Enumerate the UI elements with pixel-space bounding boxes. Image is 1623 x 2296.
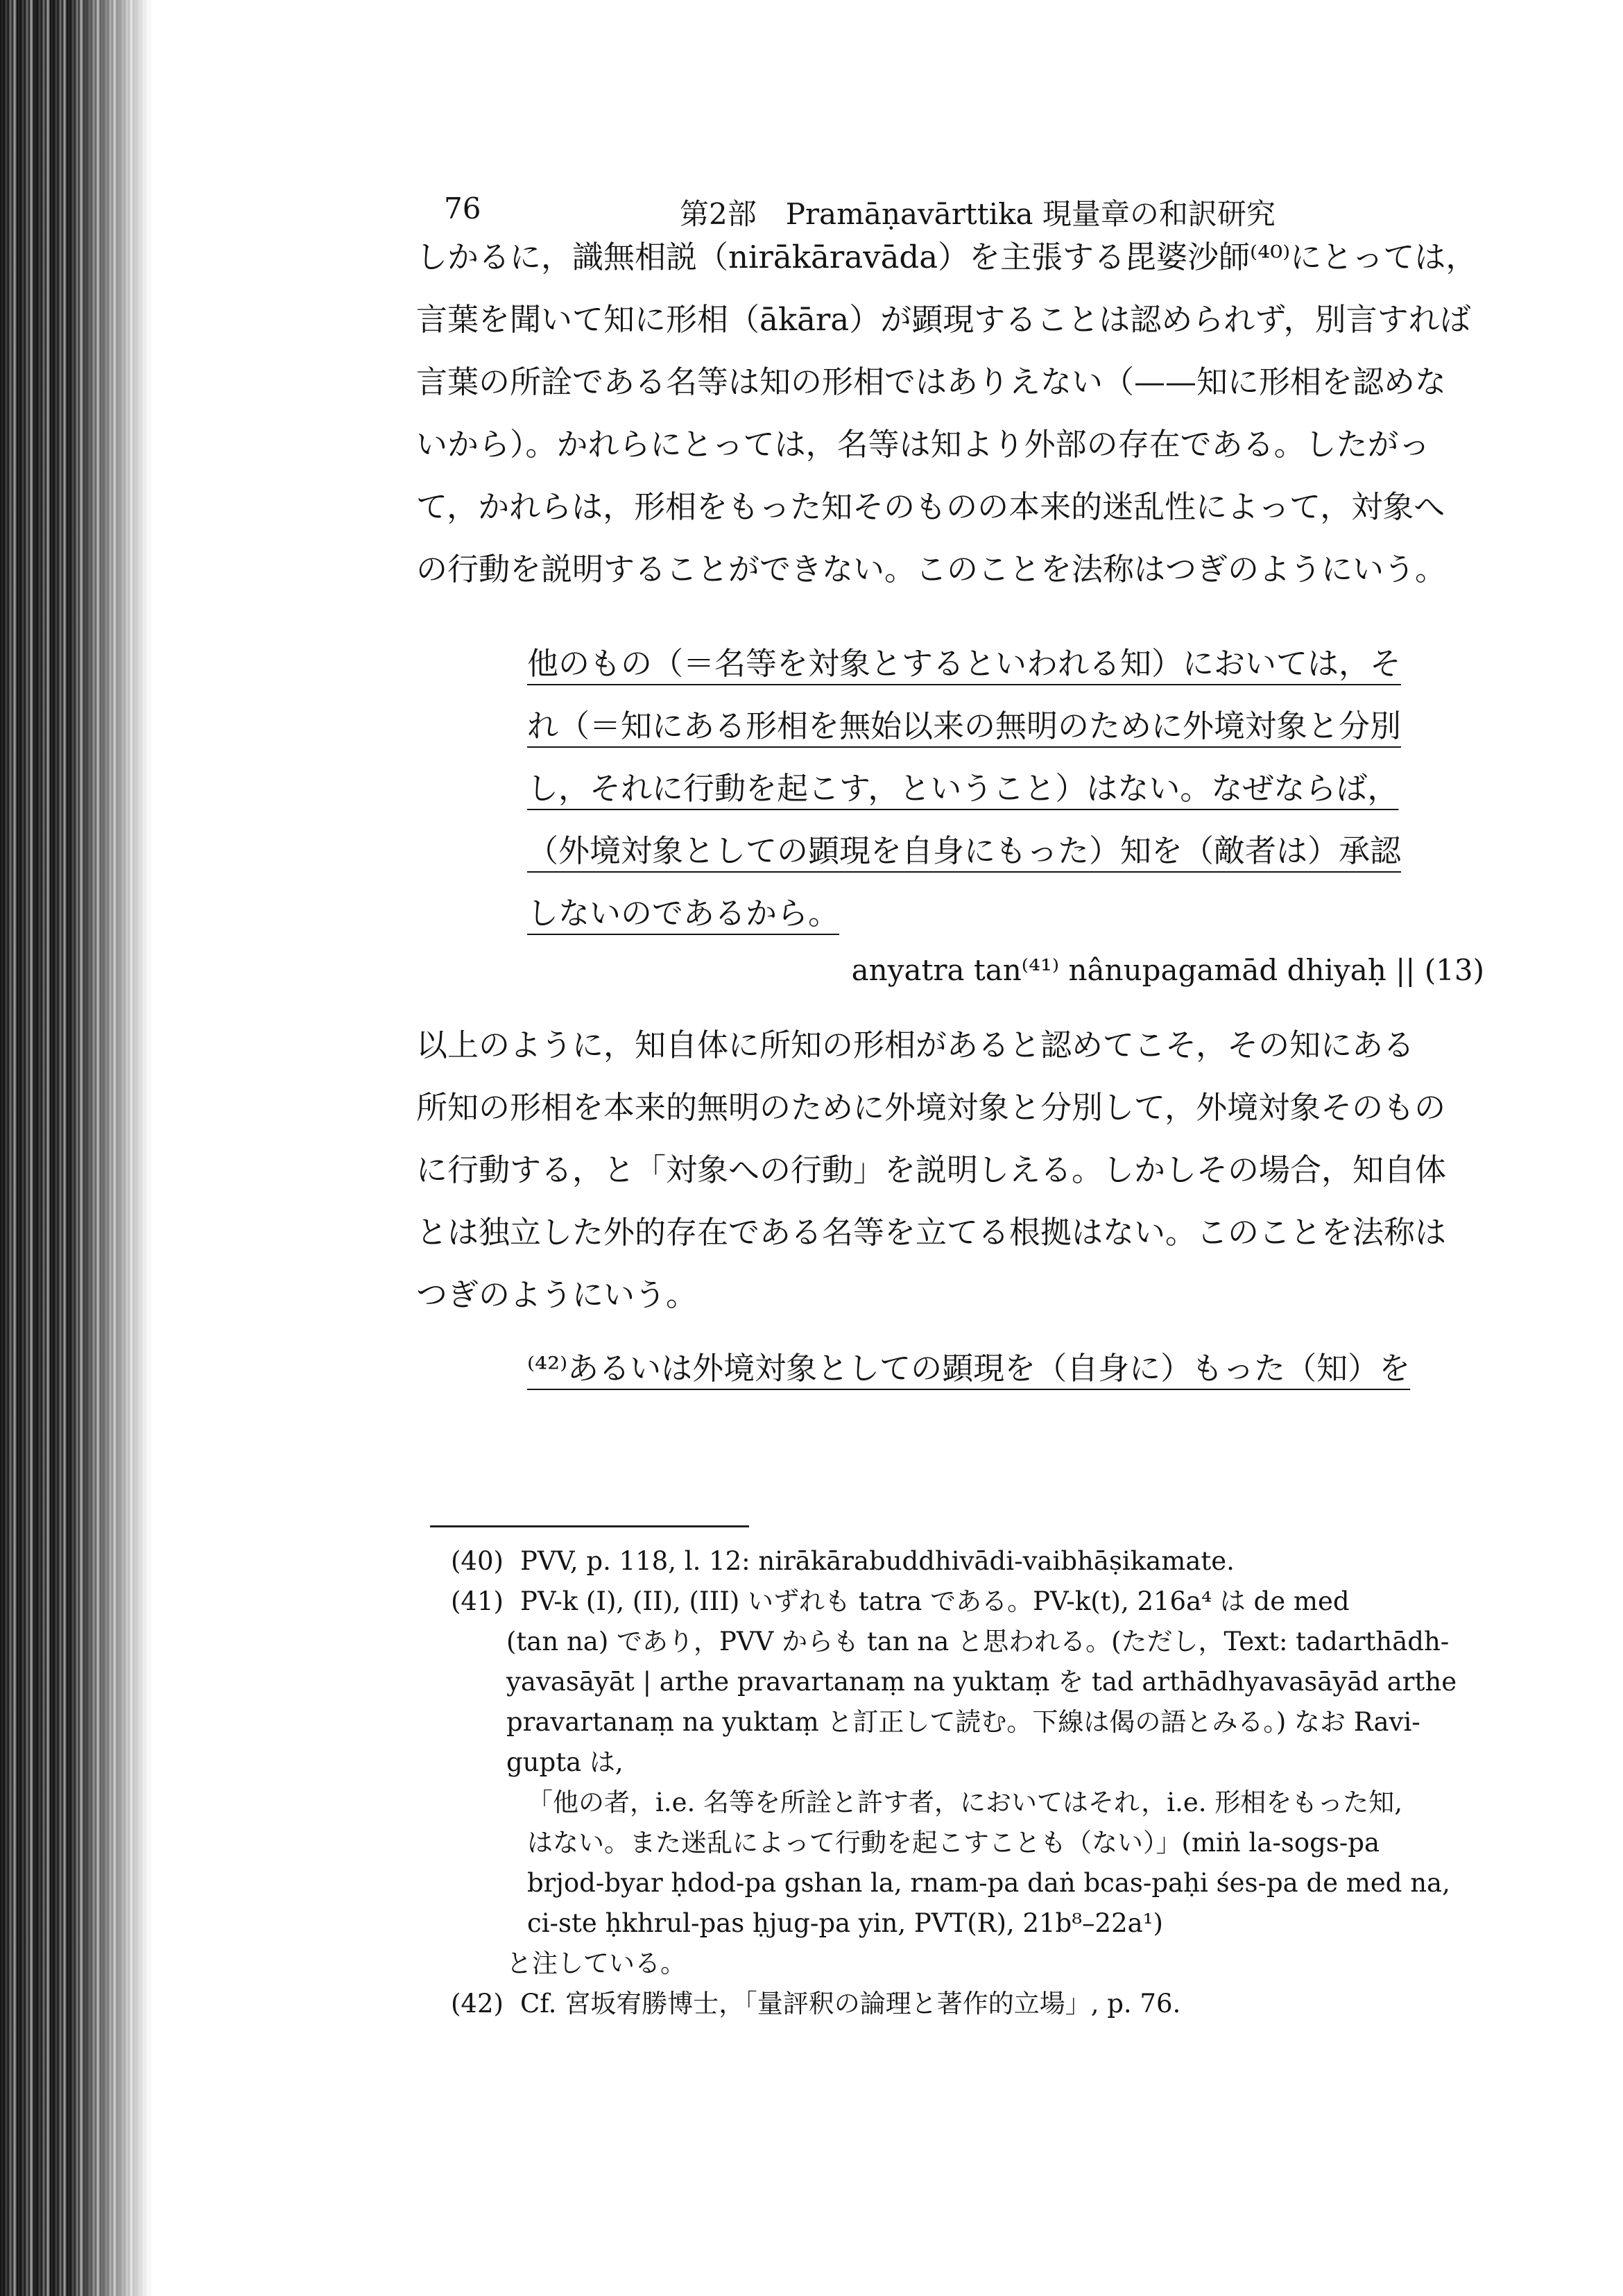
footnote-41: [451, 1582, 1519, 1622]
text-line: に行動する，と「対象への行動」を説明しえる。しかしその場合，知自体: [416, 1151, 1447, 1188]
text-line: 言葉の所詮である名等は知の形相ではありえない（——知に形相を認めな: [416, 363, 1447, 400]
quote-line: 他のもの（＝名等を対象とするといわれる知）においては，そ: [527, 645, 1402, 682]
paragraph-2: [416, 1014, 1512, 1326]
text-line: 以上のように，知自体に所知の形相があると認めてこそ，その知にある: [416, 1027, 1415, 1063]
footnote-number: (40): [451, 1546, 504, 1576]
footnote-number: (41): [451, 1586, 504, 1616]
footnote-text: PVV, p. 118, l. 12: nirākārabuddhivādi-vaibhāṣikamate.: [520, 1546, 1235, 1576]
text-line: いから）。かれらにとっては，名等は知より外部の存在である。したがっ: [416, 426, 1430, 463]
footnote-40: [451, 1541, 1519, 1582]
text-line: しかるに，識無相説（nirākāravāda）を主張する毘婆沙師⁽⁴⁰⁾にとっては，: [416, 239, 1477, 275]
quote-line: しないのであるから。: [527, 895, 840, 932]
quote-line: （外境対象としての顕現を自身にもった）知を（敵者は）承認: [527, 832, 1402, 869]
footnote-quote-line: ci-ste ḥkhrul-pas ḥjug-pa yin, PVT(R), 21b⁸–22a¹): [527, 1908, 1163, 1938]
footnote-quote-line: brjod-byar ḥdod-pa gshan la, rnam-pa daṅ bcas-paḥi śes-pa de med na,: [527, 1868, 1450, 1898]
paragraph-1: [416, 226, 1512, 601]
text-line: て，かれらは，形相をもった知そのものの本来的迷乱性によって，対象へ: [416, 488, 1445, 525]
running-head: 第2部 Pramāṇavārttika 現量章の和訳研究: [680, 197, 1276, 231]
sanskrit-verse: anyatra tan⁽⁴¹⁾ nânupagamād dhiyaḥ || (13): [851, 953, 1484, 987]
quote-line: れ（＝知にある形相を無始以来の無明のために外境対象と分別: [527, 708, 1402, 744]
verse-translation-quote: [527, 633, 1484, 945]
footnotes: [451, 1541, 1519, 2024]
footnote-text: PV-k (I), (II), (III) いずれも tatra である。PV-k(t), 216a⁴ は de med: [520, 1586, 1350, 1616]
footnote-line: と注している。: [506, 1948, 686, 1978]
text-line: の行動を説明することができない。このことを法称はつぎのようにいう。: [416, 551, 1447, 588]
quote-line: し，それに行動を起こす，ということ）はない。なぜならば，: [527, 770, 1399, 807]
footnote-line: gupta は,: [506, 1747, 624, 1777]
scan-binding-shadow: [0, 0, 153, 2296]
footnote-line: (tan na) であり，PVV からも tan na と思われる。(ただし，Text: tadarthādh-: [506, 1627, 1450, 1656]
text-line: 言葉を聞いて知に形相（ākāra）が顕現することは認められず，別言すれば: [416, 301, 1471, 338]
footnote-42: [451, 1984, 1519, 2024]
footnote-quote-line: はない。また迷乱によって行動を起こすことも（ない）」(miṅ la-sogs-pa: [527, 1828, 1380, 1858]
quote-line: ⁽⁴²⁾あるいは外境対象としての顕現を（自身に）もった（知）を: [527, 1350, 1411, 1387]
page-number: 76: [444, 191, 481, 225]
footnote-number: (42): [451, 1989, 504, 2019]
footnote-line: yavasāyāt | arthe pravartanaṃ na yuktaṃ を tad arthādhyavasāyād arthe: [506, 1667, 1457, 1697]
text-line: とは独立した外的存在である名等を立てる根拠はない。このことを法称は: [416, 1214, 1447, 1251]
text-line: 所知の形相を本来的無明のために外境対象と分別して，外境対象そのもの: [416, 1089, 1446, 1126]
verse-translation-quote-2: [527, 1337, 1484, 1400]
footnote-quote-line: 「他の者，i.e. 名等を所詮と許す者，においてはそれ，i.e. 形相をもった知,: [527, 1788, 1403, 1817]
footnote-text: Cf. 宮坂宥勝博士，「量評釈の論理と著作的立場」, p. 76.: [520, 1989, 1181, 2019]
text-line: つぎのようにいう。: [416, 1276, 698, 1313]
footnote-separator: [430, 1525, 749, 1527]
footnote-line: pravartanaṃ na yuktaṃ と訂正して読む。下線は偈の語とみる。) なお Ravi-: [506, 1707, 1420, 1737]
